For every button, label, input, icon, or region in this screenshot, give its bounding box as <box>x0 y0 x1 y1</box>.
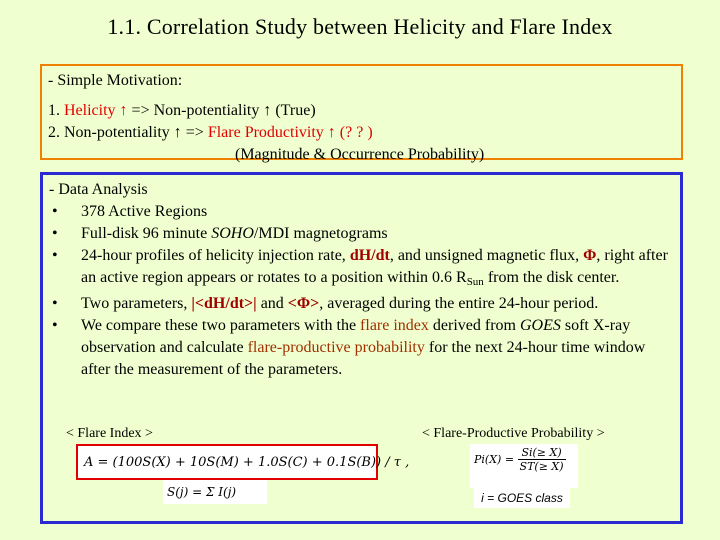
motivation-line-1: 1. Helicity ↑ => Non-potentiality ↑ (True) <box>48 102 316 119</box>
sum-equation: S(j) = Σ I(j) <box>163 480 267 504</box>
goes-class-note: i = GOES class <box>474 488 570 508</box>
flare-index-label: < Flare Index > <box>66 426 153 441</box>
motivation-box <box>40 64 683 163</box>
motivation-line-2: 2. Non-potentiality ↑ => Flare Productivity ↑ (? ? ) <box>48 124 373 141</box>
analysis-header: - Data Analysis <box>49 181 148 198</box>
motivation-line-3: (Magnitude & Occurrence Probability) <box>235 146 485 163</box>
probability-equation: Pi(X) = $\frac{Si(\ge X)}{ST(\ge X)}$ <box>470 444 578 488</box>
list-item: • 24-hour profiles of helicity injection rate, dH/dt, and unsigned magnetic flux, Φ, right after an active region appears or rotates to a position within 0.6 $R_{Sun}$ from the disk center. <box>52 247 668 288</box>
page-title: 1.1. Correlation Study between Helicity and Flare Index <box>107 14 613 39</box>
motivation-header: - Simple Motivation: <box>48 72 183 89</box>
flare-probability-label: < Flare-Productive Probability > <box>422 426 605 441</box>
list-item: • Two parameters, |<dH/dt>| and <Φ>, averaged during the entire 24-hour period. <box>52 295 599 312</box>
flare-index-equation: A = (100S(X) + 10S(M) + 1.0S(C) + 0.1S(B)) / τ , <box>76 444 378 480</box>
list-item: • Full-disk 96 minute SOHO/MDI magnetograms <box>52 225 388 242</box>
list-item: • 378 Active Regions <box>52 203 208 220</box>
list-item: • We compare these two parameters with the flare index derived from GOES soft X-ray observation and calculate flare-productive probability for the next 24-hour time window after the measurement of the parameters. <box>52 317 646 378</box>
